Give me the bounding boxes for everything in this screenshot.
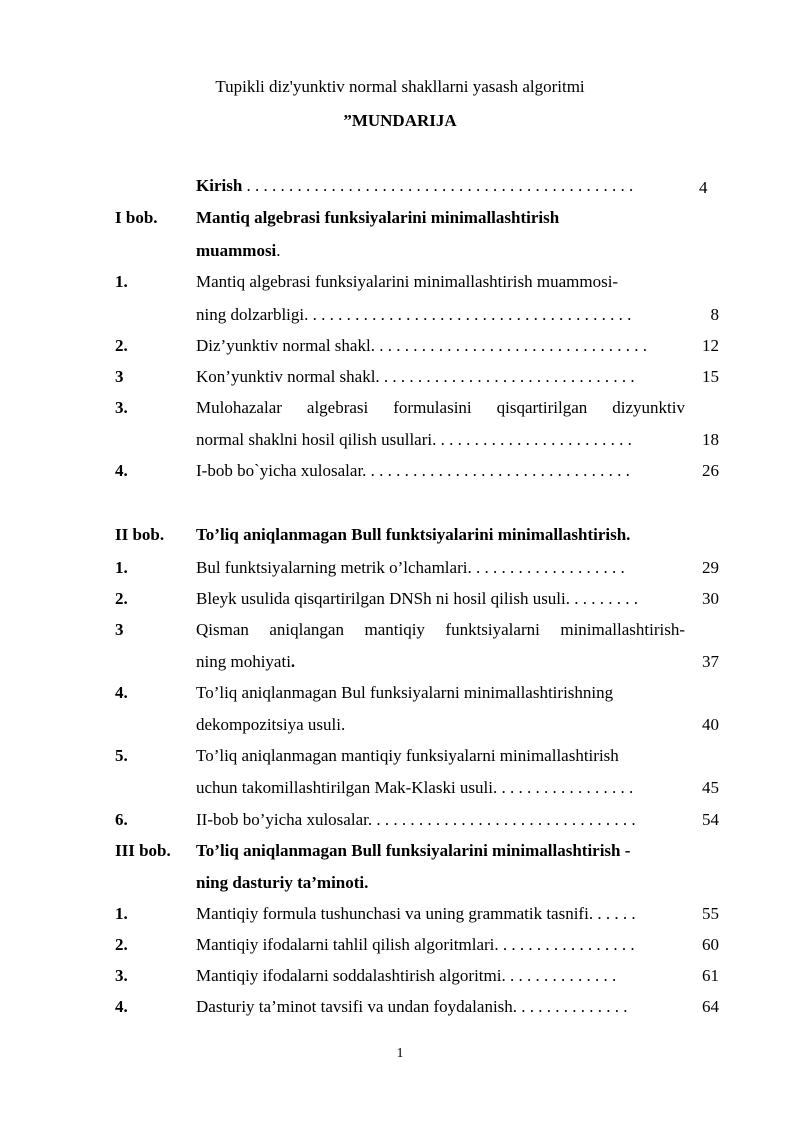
toc-page-number: 37: [702, 652, 719, 671]
toc-item-title: Qisman aniqlangan mantiqiy funktsiyalarni minimallashtirish-: [196, 620, 685, 639]
toc-item-number: 2.: [115, 336, 128, 355]
toc-item-number: 4.: [115, 683, 128, 702]
chapter-title: To’liq aniqlanmagan Bull funktsiyalarini minimallashtirish.: [196, 525, 631, 544]
toc-item-number: 3: [115, 620, 124, 639]
toc-page-number: 45: [702, 778, 719, 797]
toc-item-title: Mantiq algebrasi funksiyalarini minimallashtirish muammosi-: [196, 272, 619, 291]
toc-item-title: Bleyk usulida qisqartirilgan DNSh ni hosil qilish usuli. . . . . . . . .: [196, 589, 638, 608]
toc-item-number: 1.: [115, 272, 128, 291]
toc-item-number: 2.: [115, 935, 128, 954]
toc-item-title: II-bob bo’yicha xulosalar. . . . . . . . . . . . . . . . . . . . . . . . . . . . . . . .: [196, 810, 636, 829]
contents-heading: ”MUNDARIJA: [343, 111, 457, 130]
toc-page-number: 12: [702, 336, 719, 355]
toc-item-number: 3.: [115, 398, 128, 417]
chapter-label: III bob.: [115, 841, 171, 860]
toc-item-number: 3: [115, 367, 124, 386]
toc-item-title-continued: ning dolzarbligi. . . . . . . . . . . . . . . . . . . . . . . . . . . . . . . . . . . . . . .: [196, 305, 632, 324]
chapter-label: I bob.: [115, 208, 158, 227]
toc-page-number: 64: [702, 997, 719, 1016]
toc-item-title: Mantiqiy ifodalarni tahlil qilish algoritmlari. . . . . . . . . . . . . . . . .: [196, 935, 635, 954]
toc-item-title: Mulohazalar algebrasi formulasini qisqartirilgan dizyunktiv: [196, 398, 685, 417]
chapter-title: To’liq aniqlanmagan Bull funksiyalarini minimallashtirish -: [196, 841, 631, 860]
chapter-title: Mantiq algebrasi funksiyalarini minimallashtirish: [196, 208, 560, 227]
toc-item-number: 5.: [115, 746, 128, 765]
toc-item-title-continued: dekompozitsiya usuli.: [196, 715, 346, 734]
toc-item-title: Mantiqiy ifodalarni soddalashtirish algoritmi. . . . . . . . . . . . . .: [196, 966, 617, 985]
chapter-label: II bob.: [115, 525, 165, 544]
toc-item-title: Kon’yunktiv normal shakl. . . . . . . . . . . . . . . . . . . . . . . . . . . . . . .: [196, 367, 635, 386]
toc-page-number: 15: [702, 367, 719, 386]
toc-item-title: Bul funktsiyalarning metrik o’lchamlari. . . . . . . . . . . . . . . . . . .: [196, 558, 625, 577]
toc-item-title: Dasturiy ta’minot tavsifi va undan foydalanish. . . . . . . . . . . . . .: [196, 997, 628, 1016]
toc-item-number: 2.: [115, 589, 128, 608]
chapter-title-continued: muammosi.: [196, 241, 281, 260]
toc-page-number: 55: [702, 904, 719, 923]
chapter-title-continued: ning dasturiy ta’minoti.: [196, 873, 369, 892]
toc-item-title-continued: uchun takomillashtirilgan Mak-Klaski usuli. . . . . . . . . . . . . . . . .: [196, 778, 634, 797]
toc-item-title: Mantiqiy formula tushunchasi va uning grammatik tasnifi. . . . . .: [196, 904, 636, 923]
toc-item-number: 4.: [115, 997, 128, 1016]
toc-item-number: 6.: [115, 810, 128, 829]
toc-item-number: 3.: [115, 966, 128, 985]
toc-leader-dots: . . . . . . . . . . . . . . . . . . . . . . . . . . . . . . . . . . . . . . . . . . . . . .: [242, 176, 634, 195]
toc-page-number: 61: [702, 966, 719, 985]
toc-page-number: 60: [702, 935, 719, 954]
page-footer-number: 1: [396, 1046, 404, 1061]
toc-page-number: 30: [702, 589, 719, 608]
toc-entry-kirish: [196, 176, 633, 196]
toc-page-number: 40: [702, 715, 719, 734]
toc-entry-label: Kirish: [196, 176, 243, 195]
toc-item-title-continued: normal shaklni hosil qilish usullari. . . . . . . . . . . . . . . . . . . . . . . .: [196, 430, 632, 449]
toc-item-number: 1.: [115, 558, 128, 577]
toc-page-number: 54: [702, 810, 719, 829]
toc-item-title: Diz’yunktiv normal shakl. . . . . . . . . . . . . . . . . . . . . . . . . . . . . . . . .: [196, 336, 647, 355]
toc-item-title-continued: ning mohiyati.: [196, 652, 296, 671]
toc-page-number: 18: [702, 430, 719, 449]
document-title: Tupikli diz'yunktiv normal shakllarni yasash algoritmi: [215, 77, 585, 96]
toc-item-number: 1.: [115, 904, 128, 923]
toc-page-number: 26: [702, 461, 719, 480]
toc-page-number: 4: [699, 178, 708, 197]
toc-item-title: To’liq aniqlanmagan Bul funksiyalarni minimallashtirishning: [196, 683, 614, 702]
toc-item-title: To’liq aniqlanmagan mantiqiy funksiyalarni minimallashtirish: [196, 746, 619, 765]
toc-page-number: 29: [702, 558, 719, 577]
toc-item-number: 4.: [115, 461, 128, 480]
toc-item-title: I-bob bo`yicha xulosalar. . . . . . . . . . . . . . . . . . . . . . . . . . . . . . . .: [196, 461, 630, 480]
toc-page-number: 8: [710, 305, 719, 324]
